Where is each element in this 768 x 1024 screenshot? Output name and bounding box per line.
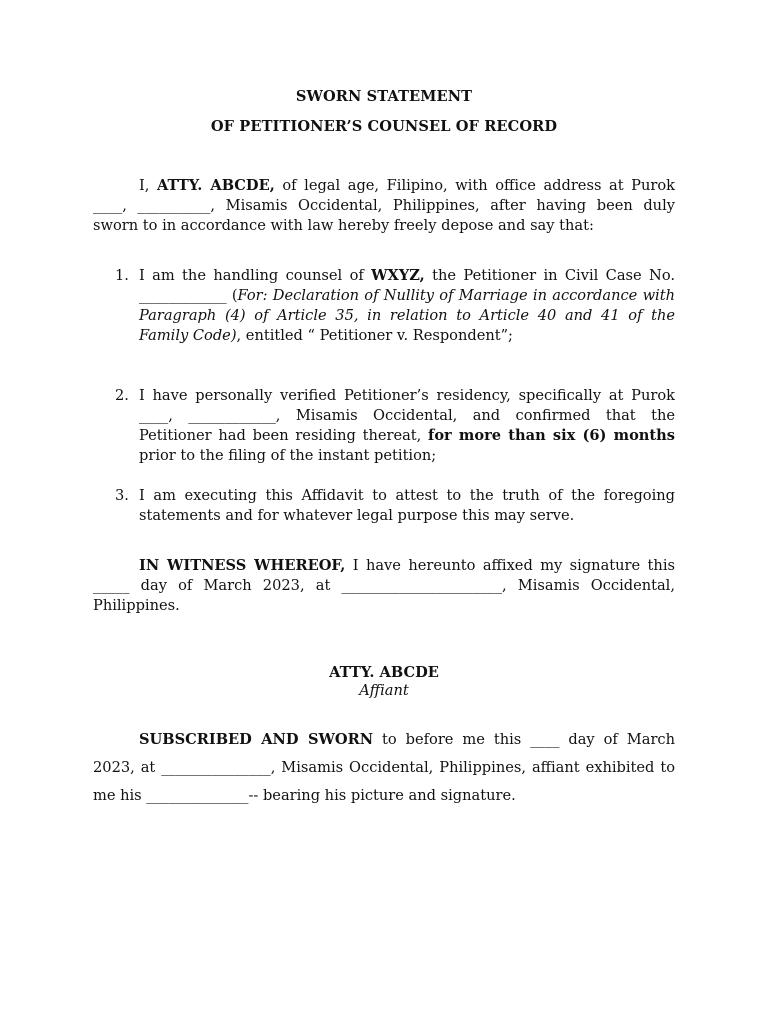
document-subtitle: OF PETITIONER’S COUNSEL OF RECORD [210, 118, 558, 135]
intro-affiant-name: ATTY. ABCDE, [157, 177, 275, 194]
item-2-duration: for more than six (6) months [428, 427, 675, 444]
affiant-role: Affiant [359, 682, 409, 699]
list-item-number: 2. [115, 387, 129, 404]
intro-rest: of legal age, Filipino, with office address at Purok ____, __________, Misamis Occidental, Philippines, after having been duly sworn to in accordance with law hereby freely depose and say that: [93, 177, 675, 234]
jurat-rest: to before me this ____ day of March 2023, at _______________, Misamis Occidental, Philippines, affiant exhibited to me his ______________-- bearing his picture and signature. [93, 731, 675, 804]
witness-paragraph [93, 556, 675, 616]
list-item [115, 266, 675, 346]
intro-paragraph [93, 176, 675, 236]
item-1-case-description: For: Declaration of Nullity of Marriage in accordance with Paragraph (4) of Article 35, in relation to Article 40 and 41 of the Family Code) [139, 287, 675, 344]
witness-heading: IN WITNESS WHEREOF, [139, 557, 346, 574]
item-2-pre: I have personally verified Petitioner’s residency, specifically at Purok ____, ____________, Misamis Occidental, and confirmed that the Petitioner had been residing thereat, [139, 387, 675, 444]
item-1-pre: I am the handling counsel of [139, 267, 372, 284]
item-1-mid: the Petitioner in Civil Case No. ____________ ( [139, 267, 675, 304]
affiant-name: ATTY. ABCDE [329, 664, 439, 681]
list-item-text [139, 266, 675, 346]
witness-rest: I have hereunto affixed my signature this _____ day of March 2023, at ______________________, Misamis Occidental, Philippines. [93, 557, 675, 614]
list-item [115, 386, 675, 466]
list-item [115, 486, 675, 526]
intro-pre: I, [139, 177, 157, 194]
item-1-post: , entitled “ Petitioner v. Respondent”; [236, 327, 513, 344]
item-2-post: prior to the filing of the instant petition; [139, 447, 437, 464]
list-item-number: 1. [115, 267, 129, 284]
document-title: SWORN STATEMENT [295, 88, 473, 105]
jurat-paragraph [93, 726, 675, 810]
list-item-number: 3. [115, 487, 129, 504]
list-item-text [139, 386, 675, 466]
list-item-text: I am executing this Affidavit to attest to the truth of the foregoing statements and for whatever legal purpose this may serve. [139, 487, 675, 524]
item-1-petitioner: WXYZ, [371, 267, 425, 284]
jurat-heading: SUBSCRIBED AND SWORN [139, 731, 374, 748]
